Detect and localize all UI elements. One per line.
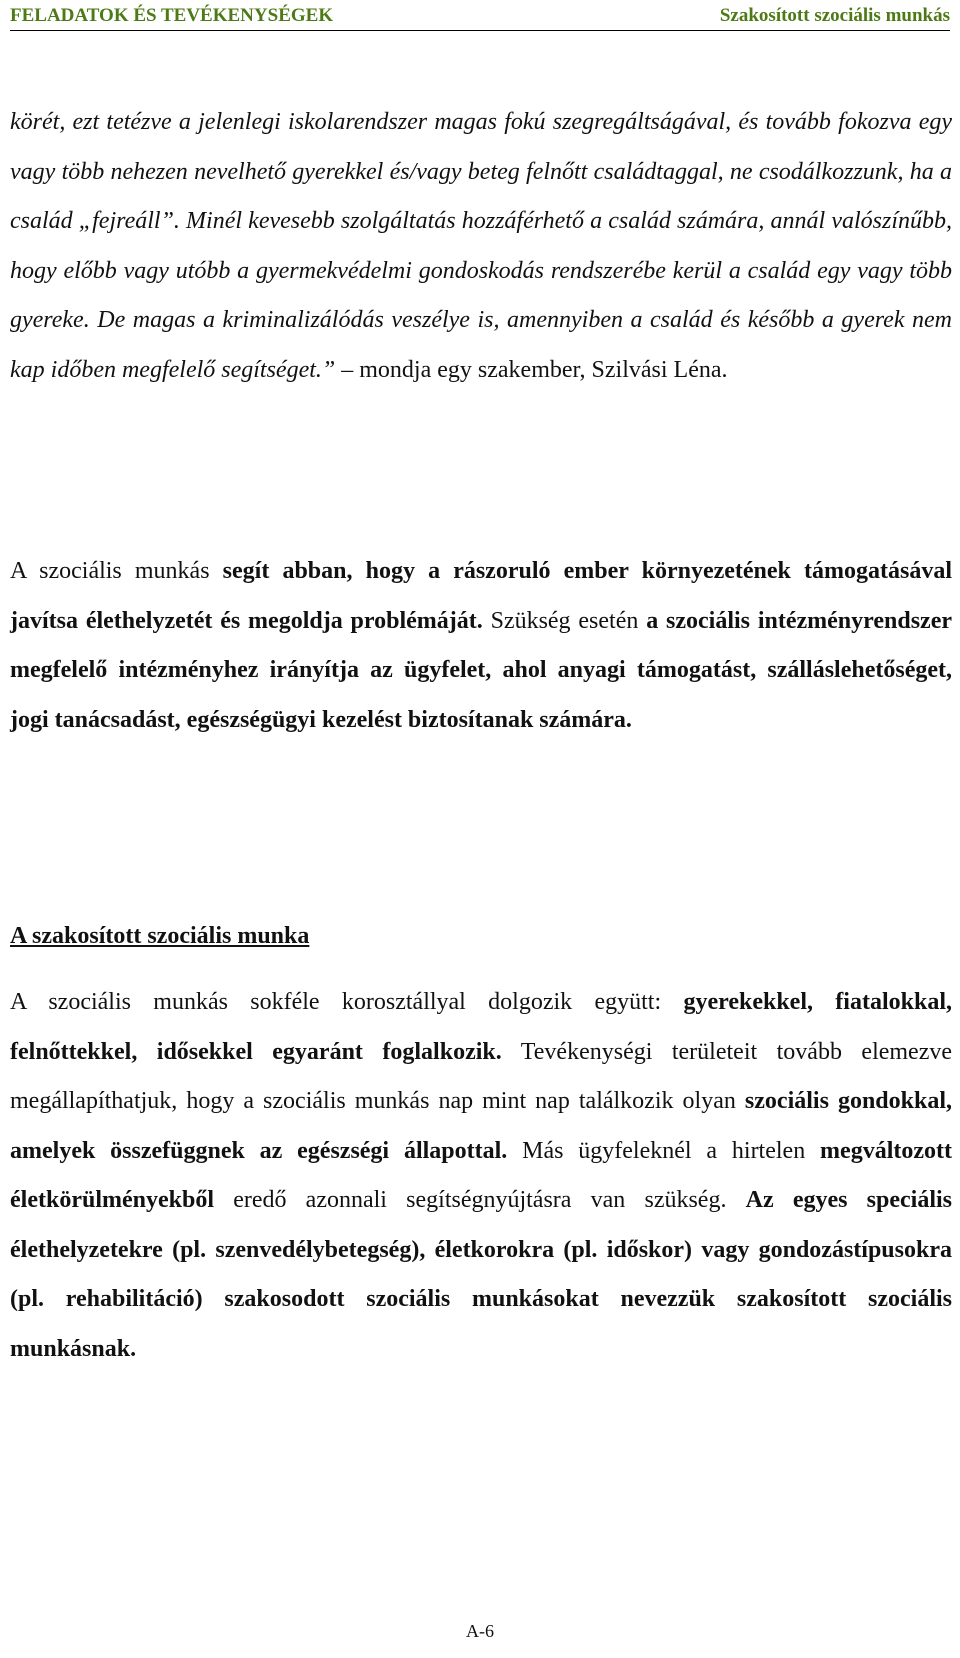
header-section-title: Szakosított szociális munkás	[719, 5, 950, 26]
quote-attribution: – mondja egy szakember, Szilvási Léna.	[335, 356, 728, 383]
page-number: A-6	[466, 1621, 494, 1641]
para1-bold-1: segít abban, hogy a rászoruló ember környezetének támogatásával javítsa élethelyzetét és megoldja problémáját.	[10, 558, 953, 634]
para2-text-3: Más ügyfeleknél a hirtelen	[507, 1137, 821, 1164]
para2-bold-1: gyerekekkel, fiatalokkal, felnőttekkel, idősekkel egyaránt foglalkozik.	[10, 989, 952, 1065]
para2-text-2: Tevékenységi területeit tovább elemezve megállapíthatjuk, hogy a szociális munkás nap mint nap találkozik olyan	[10, 1038, 953, 1114]
quote-text: körét, ezt tetézve a jelenlegi iskolarendszer magas fokú szegregáltságával, és tovább fokozva egy vagy több nehezen nevelhető gyerekkel és/vagy beteg felnőtt családtaggal, ne csodálkozzunk, ha a család „fejreáll”. Minél kevesebb szolgáltatás hozzáférhető a család számára, annál valószínűbb, hogy előbb vagy utóbb a gyermekvédelmi gondoskodás rendszerébe kerül a család egy vagy több gyereke. De magas a kriminalizálódás veszélye is, amennyiben a család és később a gyerek nem kap időben megfelelő segítséget.”	[10, 109, 952, 383]
page-header	[10, 2, 950, 31]
section-heading: A szakosított szociális munka	[10, 923, 310, 949]
para2-text-1: A szociális munkás sokféle korosztállyal dolgozik együtt:	[10, 989, 684, 1015]
para1-bold-2: a szociális intézményrendszer megfelelő intézményhez irányítja az ügyfelet, ahol anyagi támogatást, szálláslehetőséget, jogi tanácsadást, egészségügyi kezelést biztosítanak számára.	[10, 607, 952, 733]
header-chapter-title: FELADATOK ÉS TEVÉKENYSÉGEK	[10, 5, 334, 26]
para2-bold-2: szociális gondokkal, amelyek összefüggnek az egészségi állapottal.	[10, 1088, 953, 1164]
quote-paragraph	[10, 98, 952, 395]
para1-text-2: Szükség esetén	[482, 607, 647, 634]
para2-bold-3: megváltozott életkörülményekből	[10, 1137, 952, 1213]
paragraph-specialized-work	[10, 978, 952, 1374]
para2-bold-4: Az egyes speciális élethelyzetekre (pl. szenvedélybetegség), életkorokra (pl. időskor) vagy gondozástípusokra (pl. rehabilitáció) szakosodott szociális munkásokat nevezzük szakosított szociális munkásnak.	[10, 1187, 952, 1362]
para1-text-1: A szociális munkás	[10, 558, 223, 584]
para2-text-4: eredő azonnali segítségnyújtásra van szükség.	[214, 1187, 746, 1213]
paragraph-social-worker-role	[10, 547, 952, 745]
